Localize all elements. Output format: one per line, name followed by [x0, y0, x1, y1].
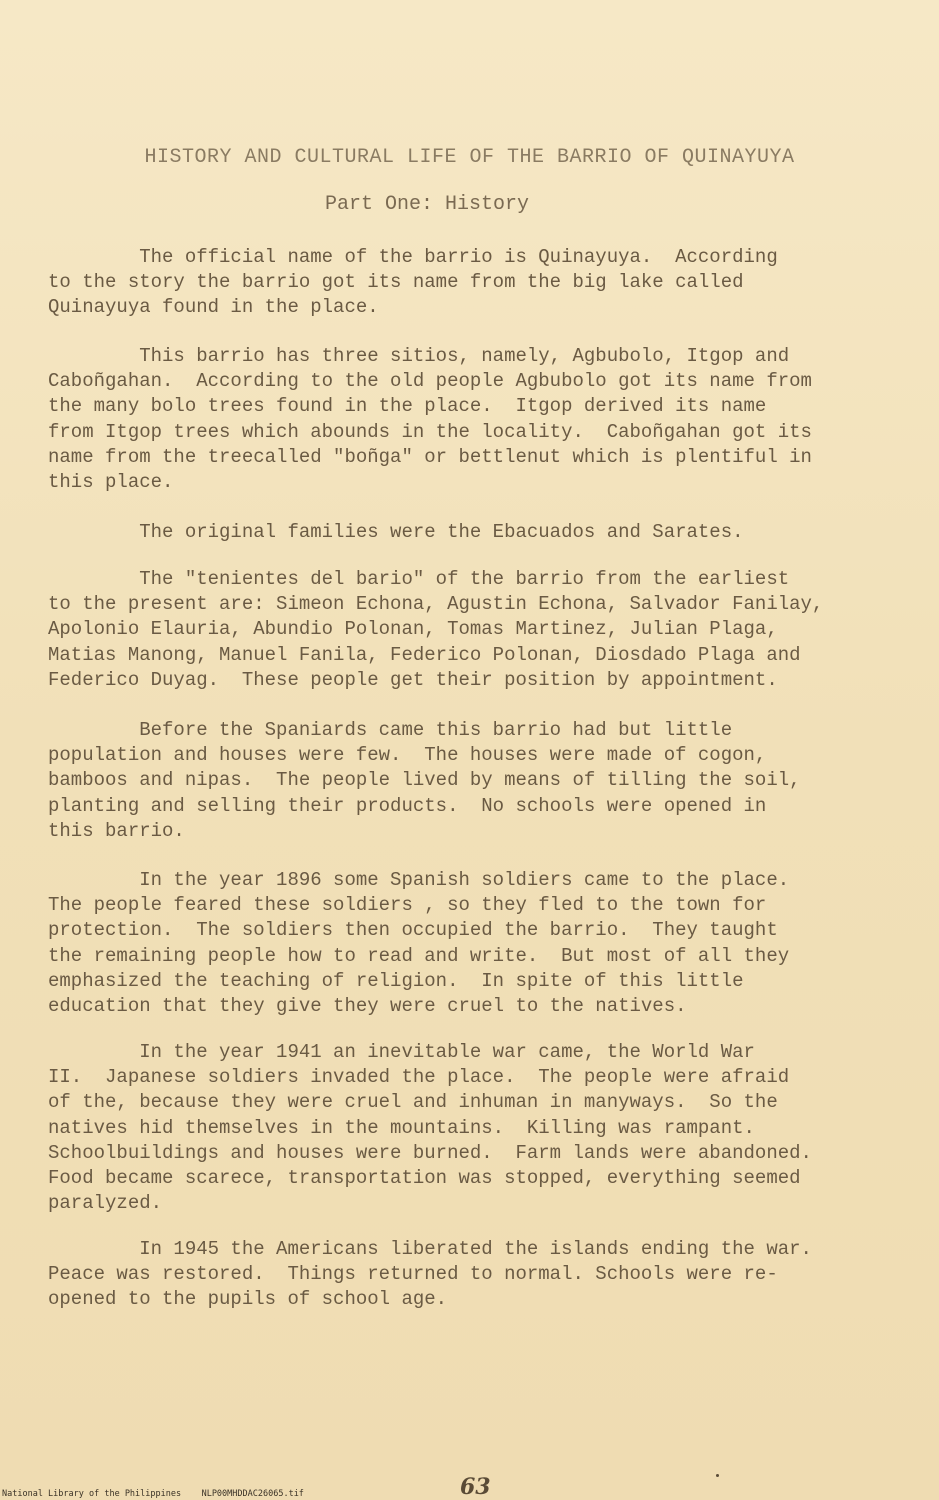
section-heading: Part One: History	[324, 193, 530, 216]
document-title: HISTORY AND CULTURAL LIFE OF THE BARRIO OF QUINAYUYA	[144, 146, 795, 169]
paragraph-sitios: This barrio has three sitios, namely, Agbubolo, Itgop and Caboñgahan. According to the old people Agbubolo got its name from the many bolo trees found in the place. Itgop derived its name from Itgop trees which abounds in the locality. Caboñgahan got its name from the treecalled "boñga" or bettlenut which is plentiful in this place.	[48, 345, 812, 494]
paragraph-barrio-name: The official name of the barrio is Quinayuya. According to the story the barrio got its name from the big lake called Quinayuya found in the place.	[48, 246, 778, 319]
paragraph-liberation: In 1945 the Americans liberated the islands ending the war. Peace was restored. Things returned to normal. Schools were re- opened to the pupils of school age.	[48, 1238, 812, 1311]
paragraph-world-war-ii: In the year 1941 an inevitable war came, the World War II. Japanese soldiers invaded the place. The people were afraid of the, because they were cruel and inhuman in manyways. So the natives hid themselves in the mountains. Killing was rampant. Schoolbuildings and houses were burned. Farm lands were abandoned. Food became scarece, transportation was stopped, everything seemed paralyzed.	[48, 1041, 812, 1215]
library-stamp: National Library of the Philippines NLP00MHDDAC26065.tif	[2, 1489, 304, 1499]
paragraph-original-families: The original families were the Ebacuados and Sarates.	[48, 521, 744, 543]
paragraph-before-spaniards: Before the Spaniards came this barrio had but little population and houses were few. The houses were made of cogon, bamboos and nipas. The people lived by means of tilling the soil, planting and selling their products. No schools were opened in this barrio.	[48, 719, 801, 842]
paragraph-spanish-soldiers: In the year 1896 some Spanish soldiers came to the place. The people feared these soldiers , so they fled to the town for protection. The soldiers then occupied the barrio. They taught the remaining people how to read and write. But most of all they emphasized the teaching of religion. In spite of this little education that they give they were cruel to the natives.	[48, 869, 790, 1018]
paragraph-tenientes: The "tenientes del bario" of the barrio from the earliest to the present are: Simeon Echona, Agustin Echona, Salvador Fanilay, Apolonio Elauria, Abundio Polonan, Tomas Martinez, Julian Plaga, Matias Manong, Manuel Fanila, Federico Polonan, Diosdado Plaga and Federico Duyag. These people get their position by appointment.	[48, 568, 824, 691]
page-number: 63	[460, 1474, 491, 1500]
ink-speck	[716, 1474, 719, 1477]
